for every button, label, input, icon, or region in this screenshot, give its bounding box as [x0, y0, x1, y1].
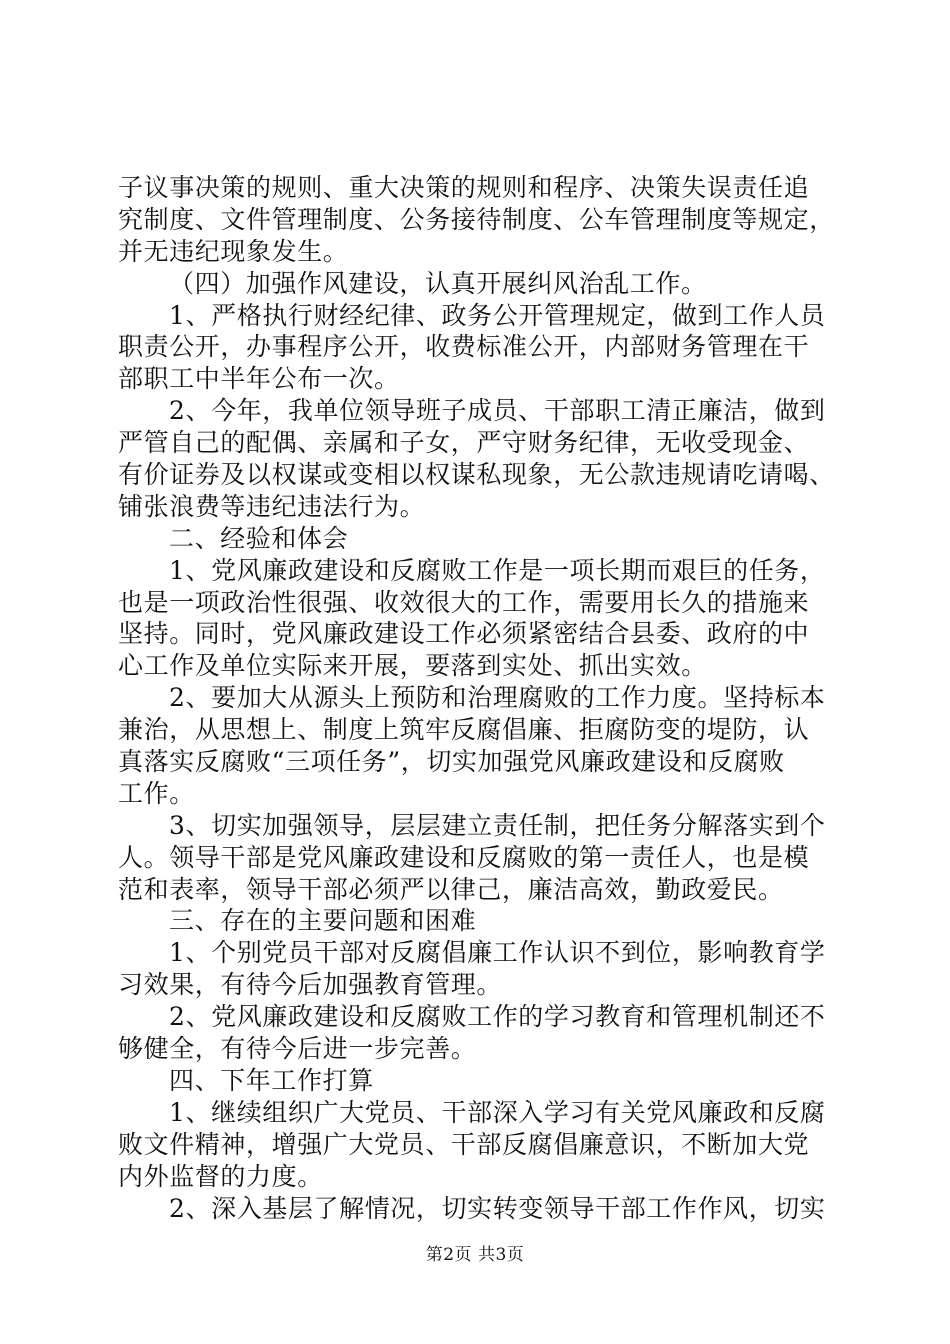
text-line: 心工作及单位实际来开展，要落到实处、抓出实效。 [118, 651, 707, 681]
text-line: 1、严格执行财经纪律、政务公开管理规定，做到工作人员 [169, 300, 826, 330]
text-line: 工作。 [118, 778, 195, 808]
section-heading: 三、存在的主要问题和困难 [169, 906, 477, 936]
section-heading: 二、经验和体会 [169, 523, 349, 553]
text-line: 子议事决策的规则、重大决策的规则和程序、决策失误责任追 [118, 173, 810, 202]
text-line: 1、继续组织广大党员、干部深入学习有关党风廉政和反腐 [169, 1097, 826, 1127]
text-line: 铺张浪费等违纪违法行为。 [118, 491, 426, 521]
text-line: 2、党风廉政建设和反腐败工作的学习教育和管理机制还不 [169, 1002, 826, 1032]
text-line: 2、深入基层了解情况，切实转变领导干部工作作风，切实 [169, 1193, 826, 1223]
text-line: 2、今年，我单位领导班子成员、干部职工清正廉洁，做到 [169, 396, 826, 426]
section-heading: （四）加强作风建设，认真开展纠风治乱工作。 [169, 268, 707, 298]
document-body [118, 172, 838, 1224]
text-line: 兼治，从思想上、制度上筑牢反腐倡廉、拒腐防变的堤防，认 [118, 715, 810, 745]
text-line: 够健全，有待今后进一步完善。 [118, 1034, 477, 1064]
text-line: 败文件精神，增强广大党员、干部反腐倡廉意识，不断加大党 [118, 1129, 810, 1159]
text-line: 并无违纪现象发生。 [118, 236, 349, 266]
text-line: 有价证券及以权谋或变相以权谋私现象，无公款违规请吃请喝、 [118, 460, 835, 490]
text-line: 究制度、文件管理制度、公务接待制度、公车管理制度等规定， [118, 204, 835, 234]
text-line: 职责公开，办事程序公开，收费标准公开，内部财务管理在干 [118, 332, 810, 362]
text-line: 内外监督的力度。 [118, 1161, 323, 1191]
text-line: 1、个别党员干部对反腐倡廉工作认识不到位，影响教育学 [169, 938, 826, 968]
text-line: 严管自己的配偶、亲属和子女，严守财务纪律，无收受现金、 [118, 428, 810, 458]
text-line: 部职工中半年公布一次。 [118, 364, 400, 394]
text-line: 范和表率，领导干部必须严以律己，廉洁高效，勤政爱民。 [118, 874, 784, 904]
text-line: 2、要加大从源头上预防和治理腐败的工作力度。坚持标本 [169, 683, 826, 713]
section-heading: 四、下年工作打算 [169, 1065, 374, 1095]
text-line: 1、党风廉政建设和反腐败工作是一项长期而艰巨的任务， [169, 555, 826, 585]
text-line: 习效果，有待今后加强教育管理。 [118, 970, 503, 1000]
text-line: 真落实反腐败“三项任务”，切实加强党风廉政建设和反腐败 [118, 747, 785, 777]
page-number-footer: 第2页 共3页 [425, 1245, 525, 1265]
text-line: 3、切实加强领导，层层建立责任制，把任务分解落实到个 [169, 810, 826, 840]
text-line: 也是一项政治性很强、收效很大的工作，需要用长久的措施来 [118, 587, 810, 617]
text-line: 坚持。同时，党风廉政建设工作必须紧密结合县委、政府的中 [118, 619, 810, 649]
text-line: 人。领导干部是党风廉政建设和反腐败的第一责任人，也是模 [118, 842, 810, 872]
